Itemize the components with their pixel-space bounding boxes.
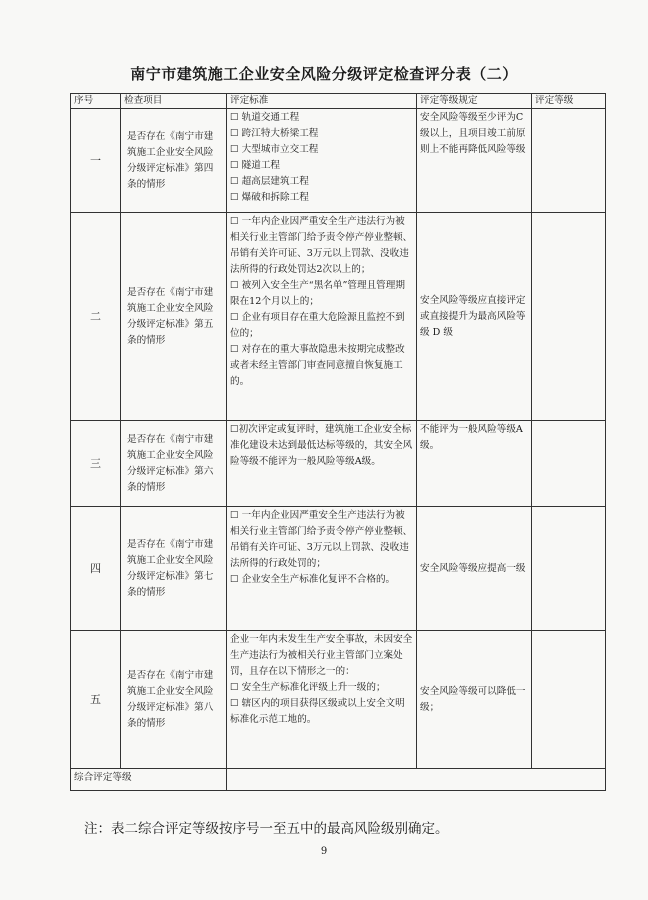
criteria-checkbox-item[interactable]: ☐ 跨江特大桥梁工程 [230, 128, 319, 139]
footnote: 注：表二综合评定等级按序号一至五中的最高风险级别确定。 [84, 821, 449, 837]
criteria-intro: 企业一年内未发生生产安全事故，未因安全生产违法行为被相关行业主管部门立案处罚，且存在以下情形之一的： [230, 634, 413, 677]
criteria-checkbox-item[interactable]: ☐ 一年内企业因严重安全生产违法行为被相关行业主管部门给予责令停产停业整顿、吊销有关许可证、3万元以上罚款、没收违法所得的行政处罚达2次以上的； [230, 216, 413, 275]
criteria-checkbox-item[interactable]: ☐ 企业有项目存在重大危险源且监控不到位的； [230, 312, 405, 339]
row-rule: 安全风险等级至少评为C级以上，且项目竣工前原则上不能再降低风险等级 [417, 109, 532, 213]
row-grade[interactable] [532, 109, 606, 213]
row-grade[interactable] [532, 421, 606, 507]
header-grade: 评定等级 [532, 94, 606, 109]
summary-row [71, 769, 606, 791]
table-row [71, 421, 606, 507]
row-criteria [227, 421, 417, 507]
criteria-checkbox-item[interactable]: ☐ 超高层建筑工程 [230, 176, 309, 187]
table-row [71, 631, 606, 769]
table-row [71, 109, 606, 213]
summary-label: 综合评定等级 [71, 769, 227, 791]
criteria-checkbox-item[interactable]: ☐ 一年内企业因严重安全生产违法行为被相关行业主管部门给予责令停产停业整顿、吊销有关许可证、3万元以上罚款、没收违法所得的行政处罚的； [230, 510, 413, 569]
row-rule: 安全风险等级应提高一级 [417, 507, 532, 631]
row-item: 是否存在《南宁市建筑施工企业安全风险分级评定标准》第七条的情形 [121, 507, 227, 631]
criteria-checkbox-item[interactable]: ☐ 大型城市立交工程 [230, 144, 319, 155]
row-number: 三 [71, 421, 121, 507]
criteria-checkbox-item[interactable]: ☐初次评定或复评时，建筑施工企业安全标准化建设未达到最低达标等级的，其安全风险等级不能评为一般风险等级A级。 [230, 424, 413, 467]
criteria-checkbox-item[interactable]: ☐ 隧道工程 [230, 160, 281, 171]
row-number: 五 [71, 631, 121, 769]
row-item: 是否存在《南宁市建筑施工企业安全风险分级评定标准》第四条的情形 [121, 109, 227, 213]
table-header-row [71, 94, 606, 109]
header-rule: 评定等级规定 [417, 94, 532, 109]
row-criteria [227, 631, 417, 769]
criteria-checkbox-item[interactable]: ☐ 爆破和拆除工程 [230, 192, 309, 203]
summary-value[interactable] [227, 769, 606, 791]
criteria-checkbox-item[interactable]: ☐ 辖区内的项目获得区级或以上安全文明标准化示范工地的。 [230, 698, 405, 725]
criteria-checkbox-item[interactable]: ☐ 对存在的重大事故隐患未按期完成整改或者未经主管部门审查同意擅自恢复施工的。 [230, 344, 405, 387]
criteria-checkbox-item[interactable]: ☐ 被列入安全生产“黑名单”管理且管理期限在12个月以上的； [230, 280, 405, 307]
row-grade[interactable] [532, 213, 606, 421]
criteria-checkbox-item[interactable]: ☐ 企业安全生产标准化复评不合格的。 [230, 574, 396, 585]
page-number: 9 [320, 846, 328, 857]
row-rule: 安全风险等级应直接评定或直接提升为最高风险等级 D 级 [417, 213, 532, 421]
row-criteria [227, 507, 417, 631]
row-criteria [227, 213, 417, 421]
table-row [71, 507, 606, 631]
row-rule: 安全风险等级可以降低一级； [417, 631, 532, 769]
table-row [71, 213, 606, 421]
assessment-table [70, 93, 606, 791]
criteria-checkbox-item[interactable]: ☐ 安全生产标准化评级上升一级的； [230, 682, 386, 693]
header-no: 序号 [71, 94, 121, 109]
row-grade[interactable] [532, 631, 606, 769]
page-title: 南宁市建筑施工企业安全风险分级评定检查评分表（二） [130, 65, 518, 83]
row-criteria [227, 109, 417, 213]
row-item: 是否存在《南宁市建筑施工企业安全风险分级评定标准》第八条的情形 [121, 631, 227, 769]
row-number: 四 [71, 507, 121, 631]
criteria-checkbox-item[interactable]: ☐ 轨道交通工程 [230, 112, 300, 123]
header-criteria: 评定标准 [227, 94, 417, 109]
row-number: 二 [71, 213, 121, 421]
row-grade[interactable] [532, 507, 606, 631]
header-item: 检查项目 [121, 94, 227, 109]
row-number: 一 [71, 109, 121, 213]
row-item: 是否存在《南宁市建筑施工企业安全风险分级评定标准》第六条的情形 [121, 421, 227, 507]
row-rule: 不能评为一般风险等级A级。 [417, 421, 532, 507]
row-item: 是否存在《南宁市建筑施工企业安全风险分级评定标准》第五条的情形 [121, 213, 227, 421]
